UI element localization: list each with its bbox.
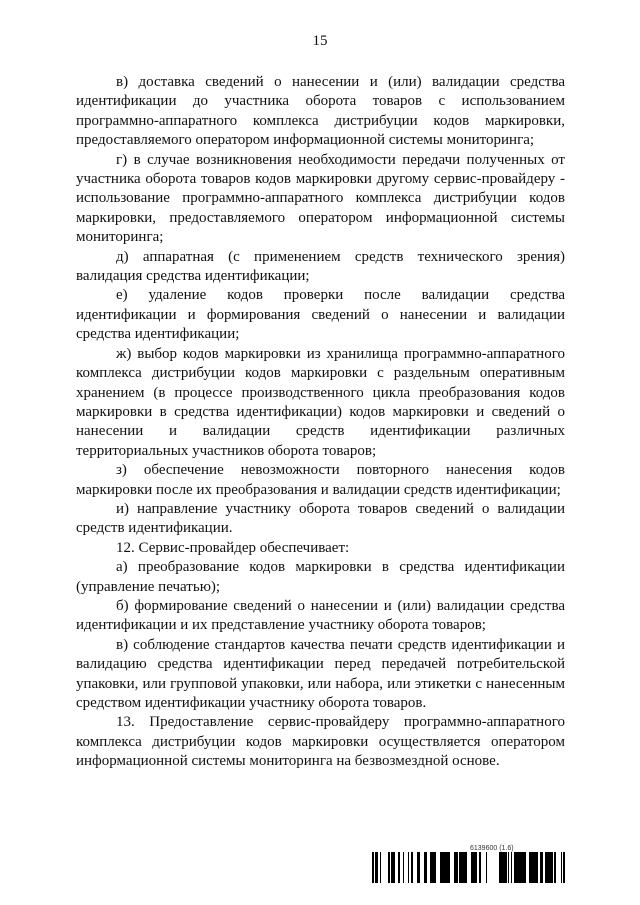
paragraph-g: г) в случае возникновения необходимости передачи полученных от участника оборота товаров кодов маркировки другому сервис-провайдеру - использование программно-аппаратного комплекса дистрибуции кодов маркировки, предоставляемого оператором информационной системы мониторинга; xyxy=(76,151,565,246)
document-body xyxy=(76,73,565,772)
document-code: 6139600 (1.6) xyxy=(470,845,514,852)
paragraph-z: з) обеспечение невозможности повторного нанесения кодов маркировки после их преобразования и валидации средств идентификации; xyxy=(76,462,565,498)
barcode-image xyxy=(372,852,565,883)
paragraph-d: д) аппаратная (с применением средств технического зрения) валидация средства идентификации; xyxy=(76,248,565,285)
paragraph-12-v: в) соблюдение стандартов качества печати средств идентификации и валидацию средства идентификации перед передачей потребительской упаковки, или групповой упаковки, или набора, или этикетки с нанесенным средством идентификации участнику оборота товаров. xyxy=(76,636,565,711)
paragraph-12-a: а) преобразование кодов маркировки в средства идентификации (управление печатью); xyxy=(76,559,565,595)
paragraph-e: е) удаление кодов проверки после валидации средства идентификации и формирования сведений о нанесении и валидации средства идентификации; xyxy=(76,287,565,343)
paragraph-i: и) направление участнику оборота товаров сведений о валидации средств идентификации. xyxy=(76,500,565,537)
section-13: 13. Предоставление сервис-провайдеру программно-аппаратного комплекса дистрибуции кодов маркировки осуществляется оператором информационной системы мониторинга на безвозмездной основе. xyxy=(76,714,565,770)
paragraph-zh: ж) выбор кодов маркировки из хранилища программно-аппаратного комплекса дистрибуции кодов маркировки с раздельным оперативным хранением (в процессе производственного цикла преобразования кодов маркировки в средства идентификации) кодов маркировки и сведений о нанесении и валидации средств идентификации различных территориальных участников оборота товаров; xyxy=(76,345,565,459)
paragraph-12-b: б) формирование сведений о нанесении и (или) валидации средства идентификации и их представление участнику оборота товаров; xyxy=(76,597,565,634)
paragraph-v: в) доставка сведений о нанесении и (или) валидации средства идентификации до участника оборота товаров с использованием программно-аппаратного комплекса дистрибуции кодов маркировки, предоставляемого оператором информационной системы мониторинга; xyxy=(76,74,565,149)
section-12-heading: 12. Сервис-провайдер обеспечивает: xyxy=(116,539,350,556)
page-number: 15 xyxy=(312,33,328,49)
